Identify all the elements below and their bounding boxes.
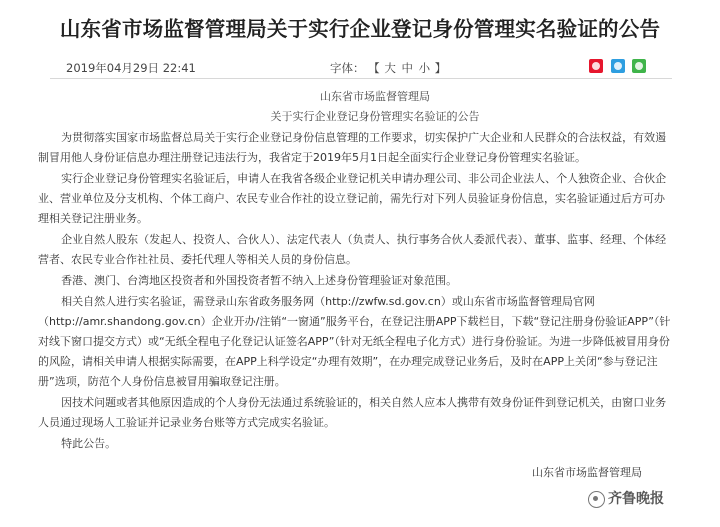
wechat-icon[interactable] bbox=[632, 59, 646, 73]
font-size-label: 字体： bbox=[330, 61, 365, 75]
font-medium-link[interactable]: 中 bbox=[401, 61, 413, 75]
font-bracket-open: 【 bbox=[368, 61, 380, 75]
font-bracket-close: 】 bbox=[434, 61, 447, 75]
font-large-link[interactable]: 大 bbox=[384, 61, 396, 75]
font-small-link[interactable]: 小 bbox=[418, 61, 431, 75]
article-meta-bar bbox=[0, 58, 720, 78]
paragraph-scope: 实行企业登记身份管理实名验证后，申请人在我省各级企业登记机关申请办理公司、非公司企业法人、个人独资企业、合伙企业、营业单位及分支机构、个体工商户、农民专业合作社的设立登记前，需先行对下列人员验证身份信息，实名验证通过后方可办理相关登记注册业务。 bbox=[38, 172, 667, 225]
issuer-heading: 山东省市场监督管理局 bbox=[320, 90, 430, 103]
paragraph-persons: 企业自然人股东（发起人、投资人、合伙人）、法定代表人（负责人、执行事务合伙人委派代表）、董事、监事、经理、个体经营者、农民专业合作社社员、委托代理人等相关人员的身份信息。 bbox=[38, 233, 667, 266]
signature: 山东省市场监督管理局 bbox=[532, 466, 642, 479]
paragraph-purpose: 为贯彻落实国家市场监督总局关于实行企业登记身份信息管理的工作要求，切实保护广大企业和人民群众的合法权益，有效遏制冒用他人身份证信息办理注册登记违法行为，我省定于2019年5月1日起全面实行企业登记身份管理实名验证。 bbox=[38, 131, 667, 164]
share-buttons bbox=[589, 58, 650, 73]
weibo-icon[interactable] bbox=[589, 59, 603, 73]
font-size-selector bbox=[330, 60, 446, 76]
paragraph-fallback: 因技术问题或者其他原因造成的个人身份无法通过系统验证的，相关自然人应本人携带有效身份证件到登记机关，由窗口业务人员通过现场人工验证并记录业务台账等方式完成实名验证。 bbox=[38, 396, 667, 429]
paragraph-closing: 特此公告。 bbox=[61, 437, 117, 450]
watermark-text: 齐鲁晚报 bbox=[608, 491, 664, 507]
paragraph-exemption: 香港、澳门、台湾地区投资者和外国投资者暂不纳入上述身份管理验证对象范围。 bbox=[61, 274, 458, 287]
header-divider bbox=[50, 78, 672, 79]
article-body bbox=[38, 87, 672, 454]
watermark bbox=[588, 488, 664, 508]
qzone-icon[interactable] bbox=[611, 59, 625, 73]
article-title: 山东省市场监督管理局关于实行企业登记身份管理实名验证的公告 bbox=[59, 17, 661, 41]
paragraph-procedure: 相关自然人进行实名验证，需登录山东省政务服务网（http://zwfw.sd.gov.cn）或山东省市场监督管理局官网（http://amr.shandong.gov.cn）企业开办/注销“一窗通”服务平台，在登记注册APP下载栏目，下载“登记注册身份验证APP”（针对线下窗口提交方式）或“无纸全程电子化登记认证签名APP”（针对无纸全程电子化方式）进行身份验证。为进一步降低被冒用身份的风险，请相关申请人根据实际需要，在APP上科学设定“办理有效期”，在办理完成登记业务后，及时在APP上关闭“参与登记注册”选项，防范个人身份信息被冒用骗取登记注册。 bbox=[38, 295, 671, 388]
publish-date: 2019年04月29日 22:41 bbox=[66, 61, 196, 75]
notice-subtitle: 关于实行企业登记身份管理实名验证的公告 bbox=[270, 110, 480, 123]
wechat-watermark-icon bbox=[588, 491, 605, 508]
